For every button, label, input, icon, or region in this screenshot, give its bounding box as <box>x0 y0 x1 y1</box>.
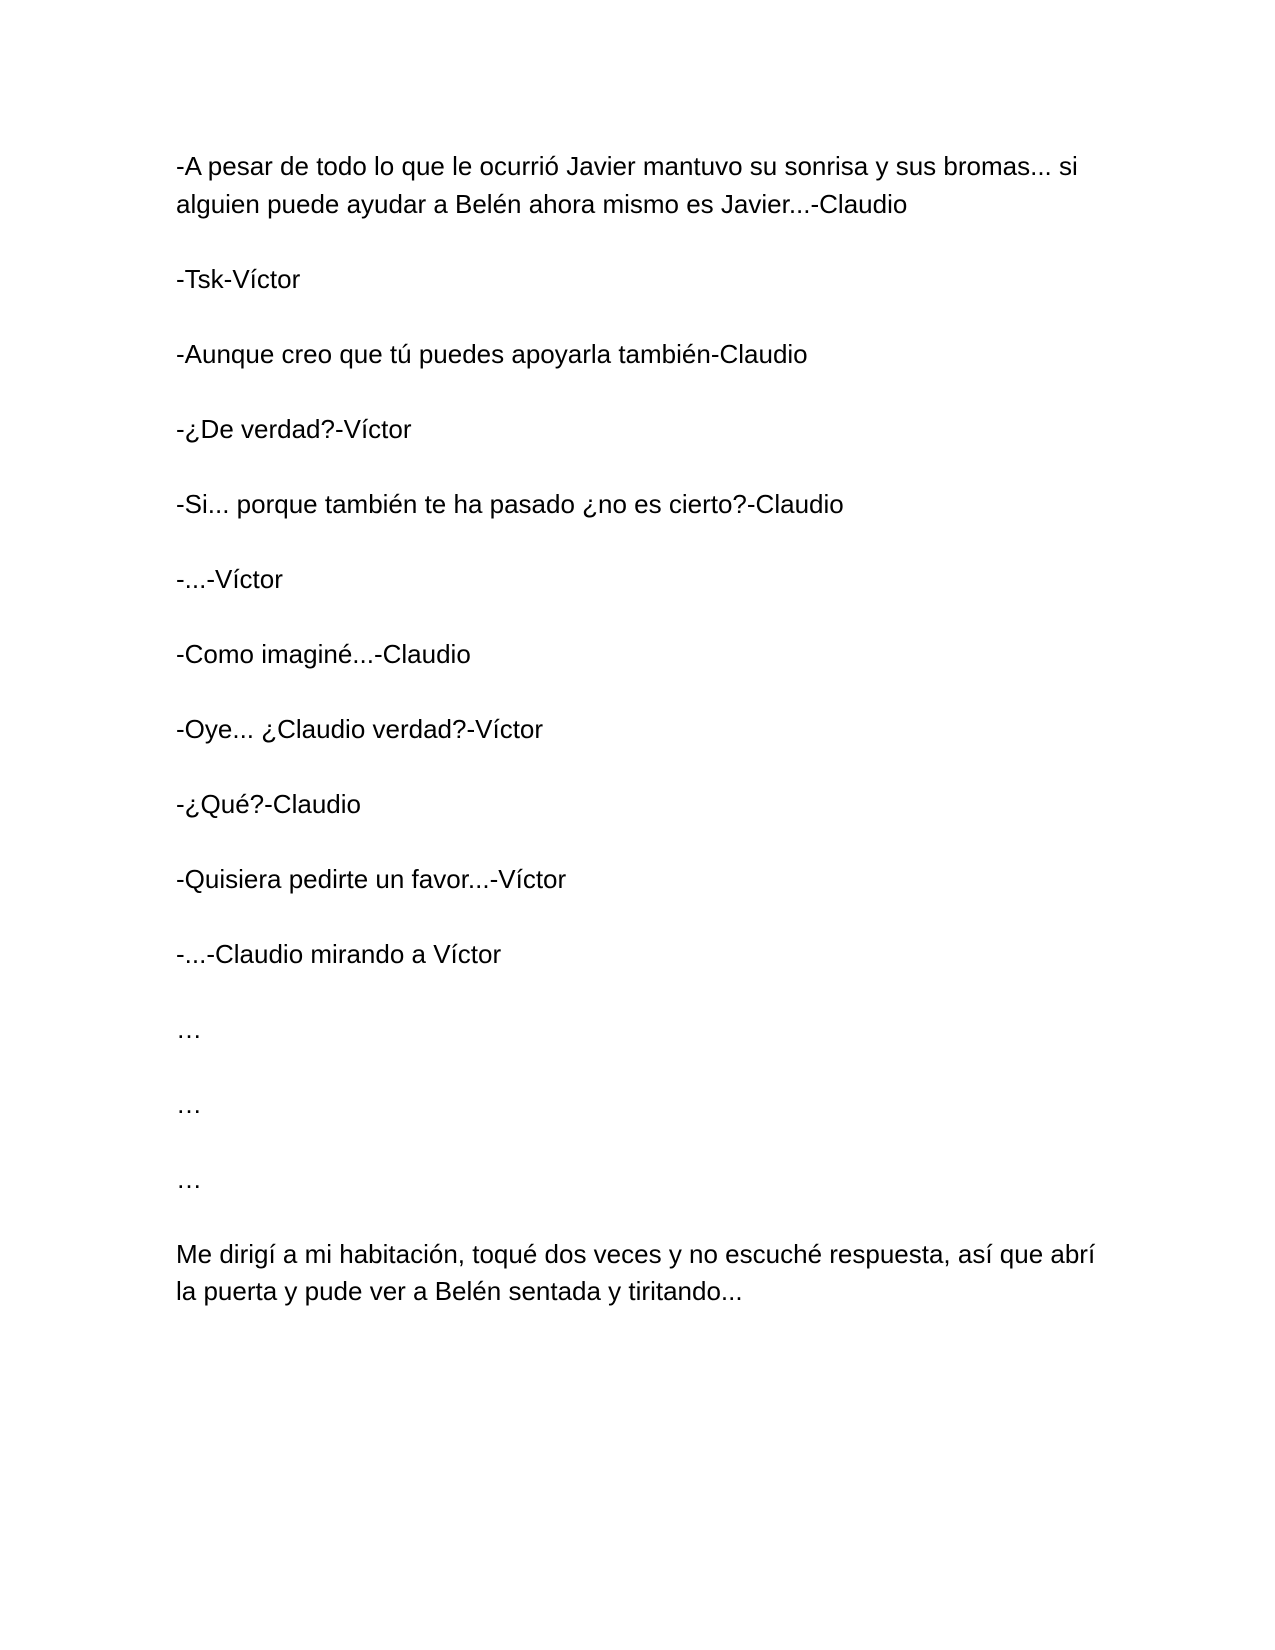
paragraph-8: -Oye... ¿Claudio verdad?-Víctor <box>176 713 544 744</box>
paragraph-6: -...-Víctor <box>176 563 283 594</box>
paragraph-5: -Si... porque también te ha pasado ¿no es cierto?-Claudio <box>176 488 844 519</box>
paragraph-1: -A pesar de todo lo que le ocurrió Javier mantuvo su sonrisa y sus bromas... si alguien puede ayudar a Belén ahora mismo es Javier...-Claudio <box>176 151 1078 219</box>
ellipsis-1: … <box>176 1013 202 1044</box>
paragraph-4: -¿De verdad?-Víctor <box>176 413 412 444</box>
paragraph-3: -Aunque creo que tú puedes apoyarla también-Claudio <box>176 338 808 369</box>
paragraph-11: -...-Claudio mirando a Víctor <box>176 938 502 969</box>
document-body <box>176 148 1096 1311</box>
paragraph-15: Me dirigí a mi habitación, toqué dos veces y no escuché respuesta, así que abrí la puerta y pude ver a Belén sentada y tiritando... <box>176 1238 1096 1306</box>
ellipsis-3: … <box>176 1163 202 1194</box>
ellipsis-2: … <box>176 1088 202 1119</box>
paragraph-9: -¿Qué?-Claudio <box>176 788 361 819</box>
paragraph-10: -Quisiera pedirte un favor...-Víctor <box>176 863 567 894</box>
paragraph-7: -Como imaginé...-Claudio <box>176 638 471 669</box>
paragraph-2: -Tsk-Víctor <box>176 263 301 294</box>
